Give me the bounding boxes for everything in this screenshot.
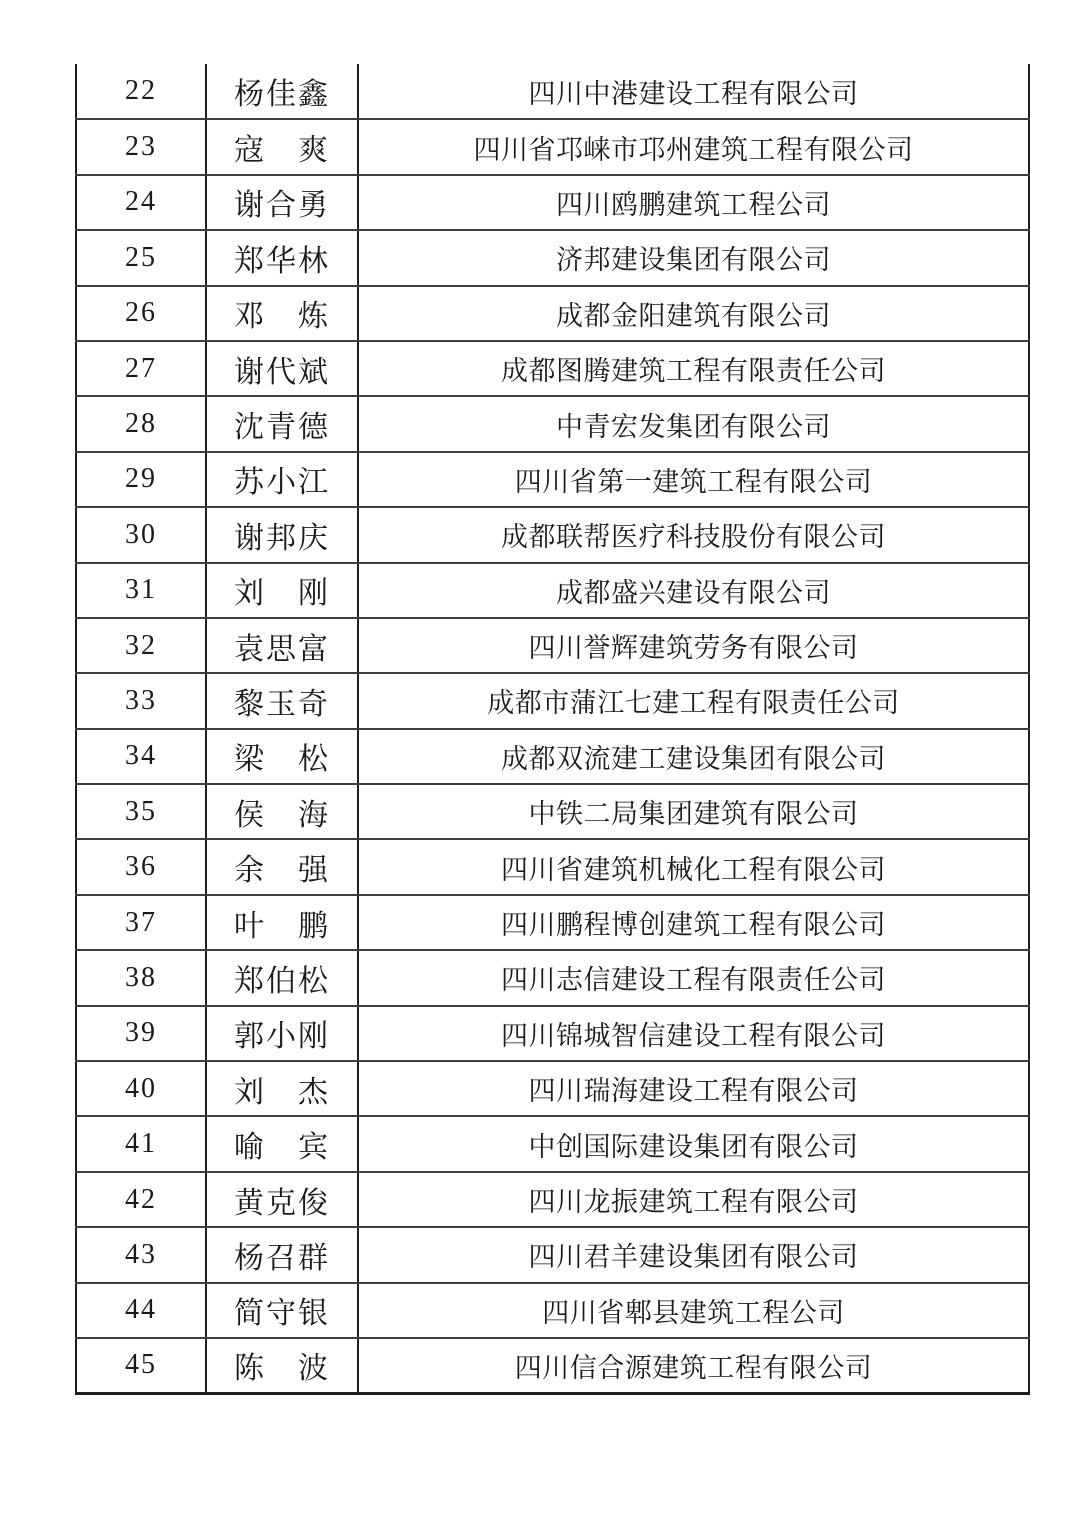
row-number-cell: 45 — [76, 1338, 206, 1393]
company-cell: 成都联帮医疗科技股份有限公司 — [358, 507, 1029, 562]
table-row — [76, 1227, 1029, 1282]
row-number-cell: 37 — [76, 895, 206, 950]
name-cell: 刘 刚 — [206, 563, 358, 618]
name-cell: 侯 海 — [206, 784, 358, 839]
row-number-cell: 42 — [76, 1172, 206, 1227]
row-number-cell: 24 — [76, 175, 206, 230]
name-cell: 简守银 — [206, 1283, 358, 1338]
table-row — [76, 452, 1029, 507]
row-number-cell: 44 — [76, 1283, 206, 1338]
row-number-cell: 29 — [76, 452, 206, 507]
company-cell: 四川君羊建设集团有限公司 — [358, 1227, 1029, 1282]
row-number-cell: 31 — [76, 563, 206, 618]
name-cell: 黄克俊 — [206, 1172, 358, 1227]
company-cell: 四川志信建设工程有限责任公司 — [358, 950, 1029, 1005]
row-number-cell: 27 — [76, 341, 206, 396]
table-row — [76, 230, 1029, 285]
table-row — [76, 507, 1029, 562]
table-row — [76, 950, 1029, 1005]
table-row — [76, 618, 1029, 673]
name-cell: 刘 杰 — [206, 1061, 358, 1116]
name-cell: 郑华林 — [206, 230, 358, 285]
company-cell: 中青宏发集团有限公司 — [358, 396, 1029, 451]
row-number-cell: 38 — [76, 950, 206, 1005]
name-cell: 邓 炼 — [206, 286, 358, 341]
name-cell: 喻 宾 — [206, 1116, 358, 1171]
company-cell: 四川省邛崃市邛州建筑工程有限公司 — [358, 119, 1029, 174]
name-cell: 郑伯松 — [206, 950, 358, 1005]
row-number-cell: 35 — [76, 784, 206, 839]
company-cell: 成都市蒲江七建工程有限责任公司 — [358, 673, 1029, 728]
name-cell: 谢代斌 — [206, 341, 358, 396]
row-number-cell: 40 — [76, 1061, 206, 1116]
name-cell: 叶 鹏 — [206, 895, 358, 950]
table-row — [76, 1006, 1029, 1061]
row-number-cell: 28 — [76, 396, 206, 451]
table-row — [76, 729, 1029, 784]
row-number-cell: 30 — [76, 507, 206, 562]
company-cell: 四川锦城智信建设工程有限公司 — [358, 1006, 1029, 1061]
company-cell: 济邦建设集团有限公司 — [358, 230, 1029, 285]
row-number-cell: 33 — [76, 673, 206, 728]
name-cell: 谢邦庆 — [206, 507, 358, 562]
row-number-cell: 41 — [76, 1116, 206, 1171]
company-cell: 成都盛兴建设有限公司 — [358, 563, 1029, 618]
company-cell: 成都图腾建筑工程有限责任公司 — [358, 341, 1029, 396]
table-row — [76, 119, 1029, 174]
table-row — [76, 784, 1029, 839]
company-cell: 中铁二局集团建筑有限公司 — [358, 784, 1029, 839]
table-row — [76, 563, 1029, 618]
table-row — [76, 396, 1029, 451]
company-cell: 四川中港建设工程有限公司 — [358, 64, 1029, 119]
name-cell: 郭小刚 — [206, 1006, 358, 1061]
name-cell: 沈青德 — [206, 396, 358, 451]
row-number-cell: 26 — [76, 286, 206, 341]
table-row — [76, 175, 1029, 230]
row-number-cell: 36 — [76, 839, 206, 894]
company-cell: 四川瑞海建设工程有限公司 — [358, 1061, 1029, 1116]
company-cell: 四川信合源建筑工程有限公司 — [358, 1338, 1029, 1393]
table-row — [76, 1116, 1029, 1171]
table-row — [76, 64, 1029, 119]
table-body — [76, 64, 1029, 1393]
name-cell: 寇 爽 — [206, 119, 358, 174]
name-cell: 陈 波 — [206, 1338, 358, 1393]
table-row — [76, 1283, 1029, 1338]
company-cell: 四川省建筑机械化工程有限公司 — [358, 839, 1029, 894]
roster-table — [75, 64, 1030, 1395]
row-number-cell: 32 — [76, 618, 206, 673]
name-cell: 黎玉奇 — [206, 673, 358, 728]
company-cell: 四川龙振建筑工程有限公司 — [358, 1172, 1029, 1227]
row-number-cell: 22 — [76, 64, 206, 119]
name-cell: 苏小江 — [206, 452, 358, 507]
company-cell: 四川鹏程博创建筑工程有限公司 — [358, 895, 1029, 950]
name-cell: 余 强 — [206, 839, 358, 894]
company-cell: 成都双流建工建设集团有限公司 — [358, 729, 1029, 784]
row-number-cell: 34 — [76, 729, 206, 784]
name-cell: 杨召群 — [206, 1227, 358, 1282]
name-cell: 袁思富 — [206, 618, 358, 673]
table-row — [76, 1061, 1029, 1116]
company-cell: 四川省郫县建筑工程公司 — [358, 1283, 1029, 1338]
company-cell: 中创国际建设集团有限公司 — [358, 1116, 1029, 1171]
row-number-cell: 39 — [76, 1006, 206, 1061]
name-cell: 杨佳鑫 — [206, 64, 358, 119]
company-cell: 四川誉辉建筑劳务有限公司 — [358, 618, 1029, 673]
row-number-cell: 43 — [76, 1227, 206, 1282]
name-cell: 谢合勇 — [206, 175, 358, 230]
table-row — [76, 286, 1029, 341]
company-cell: 四川鸥鹏建筑工程公司 — [358, 175, 1029, 230]
table-row — [76, 1338, 1029, 1393]
table-row — [76, 1172, 1029, 1227]
row-number-cell: 23 — [76, 119, 206, 174]
table-row — [76, 895, 1029, 950]
table-row — [76, 839, 1029, 894]
table-row — [76, 673, 1029, 728]
table-row — [76, 341, 1029, 396]
company-cell: 成都金阳建筑有限公司 — [358, 286, 1029, 341]
name-cell: 梁 松 — [206, 729, 358, 784]
row-number-cell: 25 — [76, 230, 206, 285]
company-cell: 四川省第一建筑工程有限公司 — [358, 452, 1029, 507]
